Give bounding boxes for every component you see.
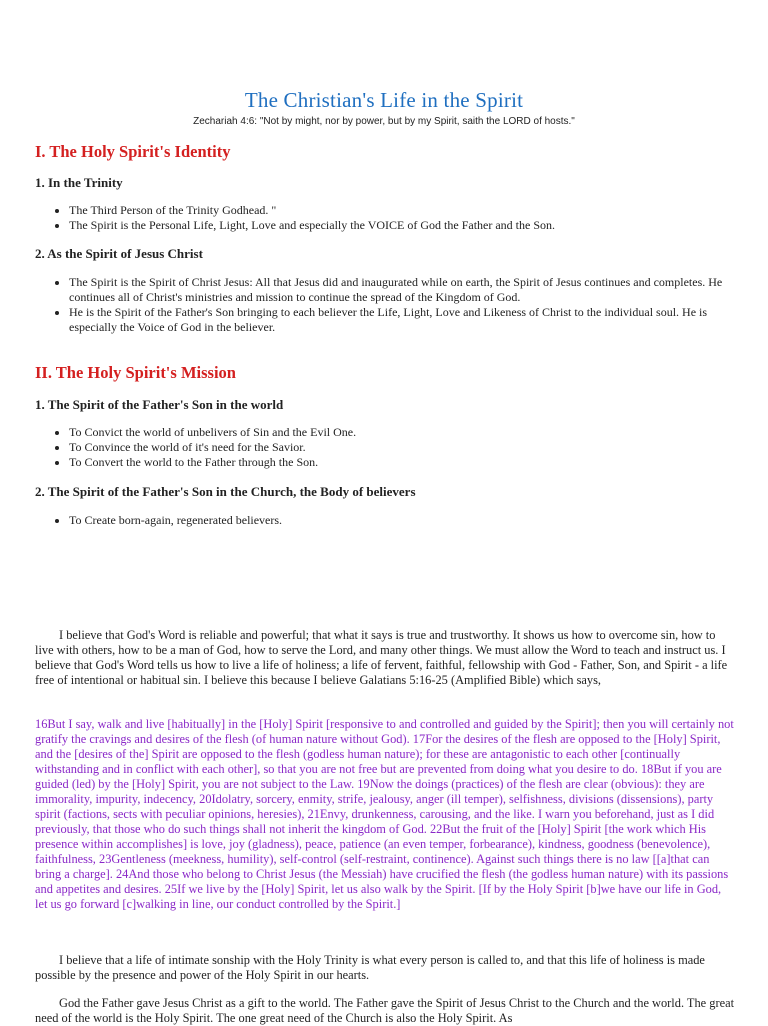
paragraph-sonship: I believe that a life of intimate sonship with the Holy Trinity is what every person is called to, and that this life of holiness is made possible by the presence and power of the Holy Spirit in our hearts. [35, 953, 705, 982]
epigraph: Zechariah 4:6: "Not by might, nor by power, but by my Spirit, saith the LORD of hosts." [193, 116, 575, 127]
bullet-list-spirit-of-christ [35, 275, 749, 335]
paragraph-word-of-god: I believe that God's Word is reliable and powerful; that what it says is true and trustworthy. It shows us how to overcome sin, how to live with others, how to be a man of God, how to serve the Lord, and many other things. We must allow the Word to teach and instruct us. I believe that God's Word tells us how to live a life of holiness; a life of fervent, faithful, fellowship with God - Father, Son, and Spirit - a life free of intentional or habitual sin. I believe this because I believe Galatians 5:16-25 (Amplified Bible) which says, [35, 628, 728, 687]
list-item: • The Third Person of the Trinity Godhead. " [69, 203, 749, 218]
section-heading-identity: I. The Holy Spirit's Identity [35, 142, 231, 161]
bullet-list-trinity [35, 203, 749, 233]
page-title: The Christian's Life in the Spirit [244, 88, 524, 112]
section-heading-mission: II. The Holy Spirit's Mission [35, 363, 236, 382]
list-item: • He is the Spirit of the Father's Son bringing to each believer the Life, Light, Love and Likeness of Christ to the individual soul. He is especially the Voice of God in the believer. [69, 305, 749, 335]
list-item: • To Convince the world of it's need for the Savior. [69, 440, 749, 455]
bullet-list-church [35, 513, 749, 528]
list-item: • To Create born-again, regenerated believers. [69, 513, 749, 528]
subsection-heading-church: 2. The Spirit of the Father's Son in the Church, the Body of believers [35, 484, 416, 499]
subsection-heading-trinity: 1. In the Trinity [35, 175, 123, 190]
bullet-list-world [35, 425, 749, 470]
paragraph-gift-of-spirit: God the Father gave Jesus Christ as a gift to the world. The Father gave the Spirit of Jesus Christ to the Church and the world. The great need of the world is the Holy Spirit. The one great need of the Church is also the Holy Spirit. As [35, 996, 735, 1025]
list-item: • To Convert the world to the Father through the Son. [69, 455, 749, 470]
list-item: • To Convict the world of unbelivers of Sin and the Evil One. [69, 425, 749, 440]
scripture-galatians: 16But I say, walk and live [habitually] in the [Holy] Spirit [responsive to and controlled and guided by the Spirit]; then you will certainly not gratify the cravings and desires of the flesh (of human nature without God). 17For the desires of the flesh are opposed to the [Holy] Spirit, and the [desires of the] Spirit are opposed to the flesh (godless human nature); for these are antagonistic to each other [continually withstanding and in conflict with each other], so that you are not free but are prevented from doing what you desire to do. 18But if you are guided (led) by the [Holy] Spirit, you are not subject to the Law. 19Now the doings (practices) of the flesh are clear (obvious): they are immorality, impurity, indecency, 20Idolatry, sorcery, enmity, strife, jealousy, anger (ill temper), selfishness, divisions (dissensions), party spirit (factions, sects with peculiar opinions, heresies), 21Envy, drunkenness, carousing, and the like. I warn you beforehand, just as I did previously, that those who do such things shall not inherit the kingdom of God. 22But the fruit of the [Holy] Spirit [the work which His presence within accomplishes] is love, joy (gladness), peace, patience (an even temper, forbearance), kindness, goodness (benevolence), faithfulness, 23Gentleness (meekness, humility), self-control (self-restraint, continence). Against such things there is no law [[a]that can bring a charge]. 24And those who belong to Christ Jesus (the Messiah) have crucified the flesh (the godless human nature) with its passions and appetites and desires. 25If we live by the [Holy] Spirit, let us also walk by the Spirit. [If by the Holy Spirit [b]we have our life in God, let us go forward [c]walking in line, our conduct controlled by the Spirit.] [35, 717, 734, 911]
list-item: • The Spirit is the Spirit of Christ Jesus: All that Jesus did and inaugurated while on earth, the Spirit of Jesus continues and completes. He continues all of Christ's ministries and mission to continue the spread of the Kingdom of God. [69, 275, 749, 305]
subsection-heading-spirit-of-christ: 2. As the Spirit of Jesus Christ [35, 246, 203, 261]
subsection-heading-world: 1. The Spirit of the Father's Son in the world [35, 397, 284, 412]
list-item: • The Spirit is the Personal Life, Light, Love and especially the VOICE of God the Father and the Son. [69, 218, 749, 233]
